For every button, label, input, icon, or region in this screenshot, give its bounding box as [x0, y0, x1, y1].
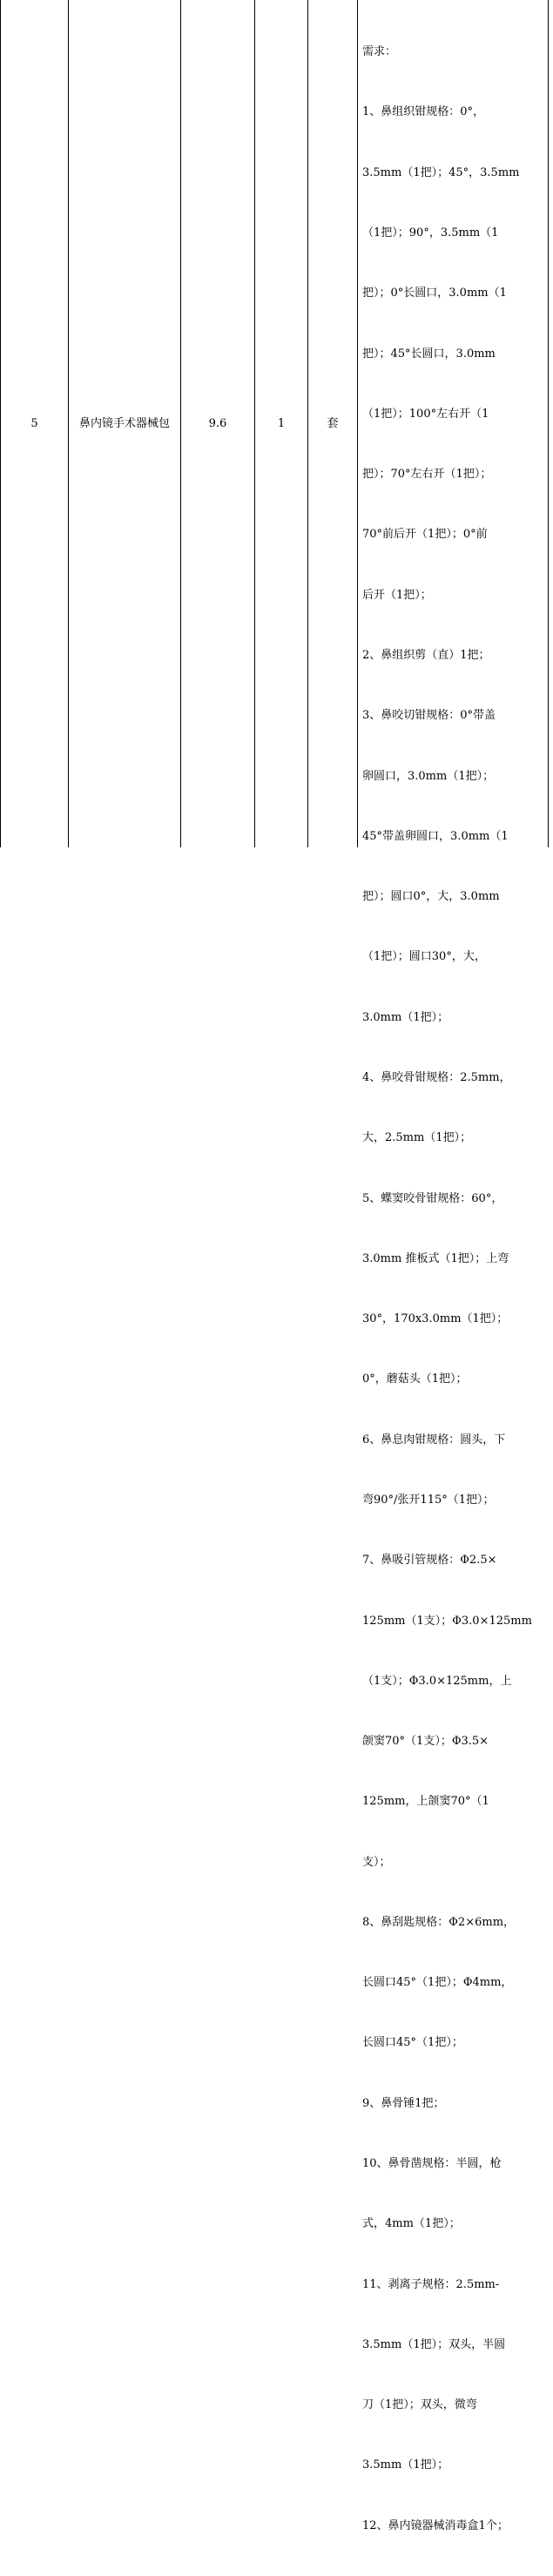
row-index-cell [1, 0, 68, 847]
price-cell [181, 0, 254, 847]
req-line: （1把）；90°，3.5mm（1 [362, 226, 499, 240]
req-line: 125mm（1支）；Φ3.0×125mm [362, 1614, 532, 1628]
requirements-text [362, 2, 541, 2576]
req-line: 3.5mm（1把）；双头，半圆 [362, 2337, 506, 2351]
req-line: 后开（1把）； [362, 588, 432, 602]
req-line: 12、鼻内镜器械消毒盒1个； [362, 2519, 509, 2532]
req-line: 把）；45°长圆口，3.0mm [362, 347, 496, 361]
req-line: 3.5mm（1把）；45°，3.5mm [362, 165, 520, 179]
req-line: 长圆口45°（1把）； [362, 2036, 463, 2050]
req-line: 5、蝶窦咬骨钳规格：60°， [362, 1191, 503, 1205]
unit: 套 [327, 417, 339, 430]
req-line: （1把）；100°左右开（1 [362, 407, 489, 421]
req-line: 0°，蘑菇头（1把）； [362, 1372, 468, 1386]
row-index: 5 [30, 417, 38, 430]
req-line: 9、鼻骨锤1把； [362, 2096, 445, 2110]
req-line: 把）；圆口0°，大，3.0mm [362, 890, 500, 904]
req-line: 6、鼻息肉钳规格：圆头，下 [362, 1433, 506, 1446]
req-line: 45°带盖卵圆口，3.0mm（1 [362, 829, 509, 843]
req-line: 弯90°/张开115°（1把）； [362, 1493, 495, 1507]
quantity: 1 [277, 417, 286, 430]
req-line: 把）；70°左右开（1把）； [362, 468, 492, 482]
req-line: 大，2.5mm（1把）； [362, 1131, 472, 1145]
req-line: 3.5mm（1把）； [362, 2458, 449, 2472]
req-line: 7、鼻吸引管规格：Φ2.5× [362, 1554, 497, 1568]
req-line: 3、鼻咬切钳规格：0°带盖 [362, 709, 496, 723]
quantity-cell [255, 0, 307, 847]
req-line: 把）；0°长圆口，3.0mm（1 [362, 287, 507, 300]
table-border-col5 [357, 0, 358, 847]
req-line: 4、鼻咬骨钳规格：2.5mm， [362, 1070, 511, 1084]
req-line: 11、剥离子规格：2.5mm- [362, 2277, 500, 2291]
req-line: 125mm，上颌窦70°（1 [362, 1795, 489, 1809]
req-line: 需求： [362, 45, 397, 59]
req-line: 支）； [362, 1855, 391, 1869]
price: 9.6 [208, 417, 227, 430]
req-line: 1、鼻组织钳规格：0°， [362, 105, 485, 119]
req-line: 3.0mm 推板式（1把）；上弯 [362, 1251, 509, 1265]
req-line: 3.0mm（1把）； [362, 1010, 449, 1024]
req-line: 卵圆口，3.0mm（1把）； [362, 769, 495, 783]
req-line: 8、鼻刮匙规格：Φ2×6mm， [362, 1915, 516, 1929]
req-line: 30°，170x3.0mm（1把）； [362, 1312, 509, 1326]
item-name: 鼻内镜手术器械包 [78, 417, 170, 430]
req-line: 10、鼻骨凿规格：半圆，枪 [362, 2157, 502, 2171]
req-line: （1把）；圆口30°，大， [362, 950, 486, 964]
item-name-cell [69, 0, 180, 847]
unit-cell [308, 0, 357, 847]
req-line: 式，4mm（1把）； [362, 2217, 461, 2231]
req-line: 长圆口45°（1把）；Φ4mm， [362, 1976, 513, 1990]
req-line: 刀（1把）；双头，微弯 [362, 2398, 477, 2412]
req-line: 2、鼻组织剪（直）1把； [362, 649, 490, 662]
req-line: 70°前后开（1把）；0°前 [362, 528, 488, 542]
req-line: （1支）；Φ3.0×125mm，上 [362, 1674, 512, 1688]
req-line: 颌窦70°（1支）；Φ3.5× [362, 1735, 489, 1749]
table-border-right [548, 0, 549, 847]
